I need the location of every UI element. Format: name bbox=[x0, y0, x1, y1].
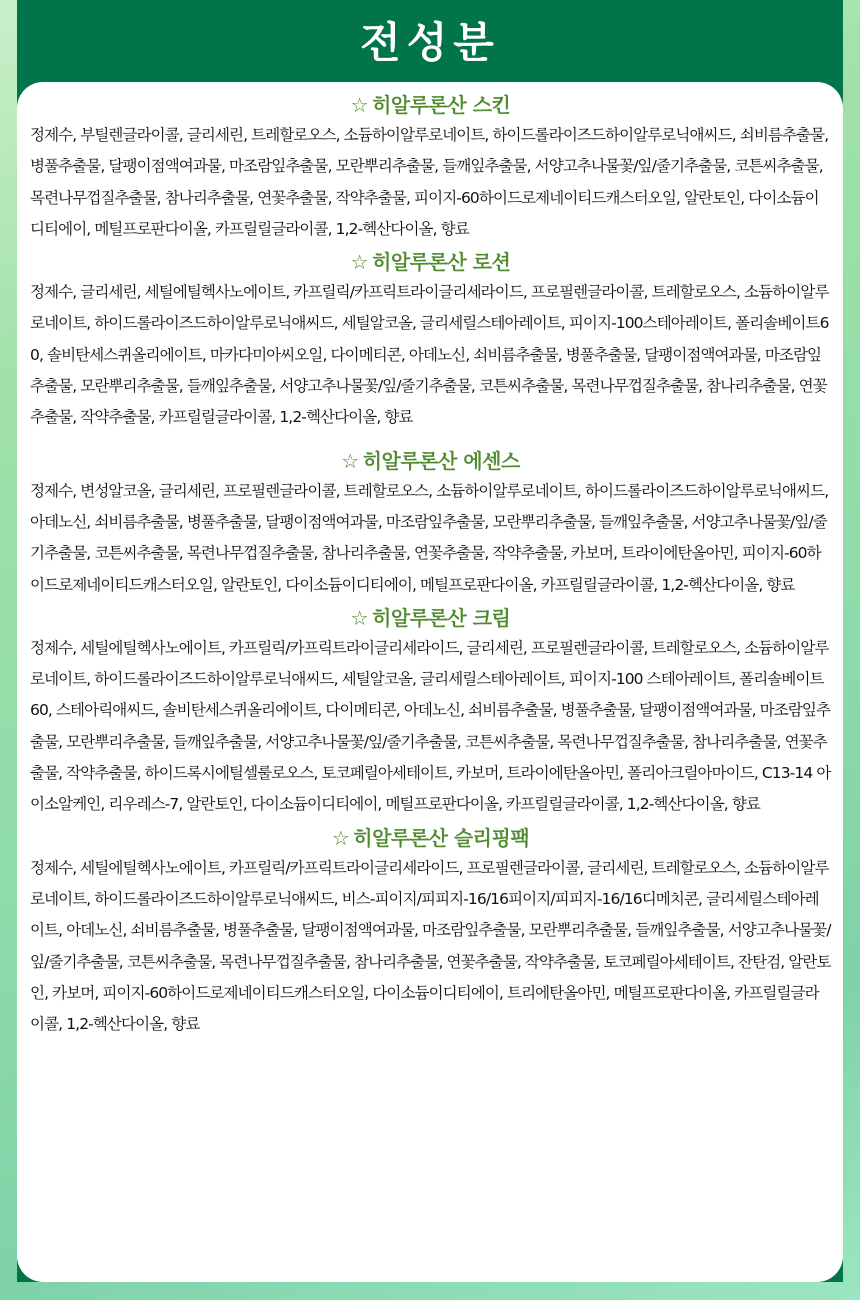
section-title-text: 히알루론산 로션 bbox=[372, 250, 511, 275]
section-skin bbox=[30, 90, 831, 245]
star-icon: ☆ bbox=[350, 605, 369, 630]
star-icon: ☆ bbox=[350, 93, 369, 117]
section-title bbox=[30, 247, 831, 277]
section-title-text: 히알루론산 에센스 bbox=[362, 448, 520, 473]
section-essence bbox=[30, 446, 831, 601]
ingredients-card bbox=[17, 82, 843, 1282]
ingredient-list: 정제수, 변성알코올, 글리세린, 프로필렌글라이콜, 트레할로오스, 소듐하이알루로네이트, 하이드롤라이즈드하이알루로닉애씨드, 아데노신, 쇠비름추출물, 병풀추출물, 달팽이점액여과물, 마조람잎추출물, 모란뿌리추출물, 들깨잎추출물, 서양고추나물꽃/잎/줄기추출물, 코튼씨추출물, 목련나무껍질추출물, 참나리추출물, 연꽃추출물, 작약추출물, 카보머, 트라이에탄올아민, 피이지-60하이드로제네이티드캐스터오일, 알란토인, 다이소듐이디티에이, 메틸프로판다이올, 카프릴릴글라이콜, 1,2-헥산다이올, 향료 bbox=[30, 481, 829, 594]
ingredient-list: 정제수, 세틸에틸헥사노에이트, 카프릴릭/카프릭트라이글리세라이드, 글리세린, 프로필렌글라이콜, 트레할로오스, 소듐하이알루로네이트, 하이드롤라이즈드하이알루로닉애씨드, 세틸알코올, 글리세릴스테아레이트, 피이지-100 스테아레이트, 폴리솔베이트60, 스테아릭애씨드, 솔비탄세스퀴올리에이트, 다이메티콘, 아데노신, 쇠비름추출물, 병풀추출물, 달팽이점액여과물, 마조람잎추출물, 모란뿌리추출물, 들깨잎추출물, 서양고추나물꽃/잎/줄기추출물, 코튼씨추출물, 목련나무껍질추출물, 참나리추출물, 연꽃추출물, 작약추출물, 하이드록시에틸셀룰로오스, 토코페릴아세테이트, 카보머, 트라이에탄올아민, 폴리아크릴아마이드, C13-14 아이소알케인, 리우레스-7, 알란토인, 다이소듐이디티에이, 메틸프로판다이올, 카프릴릴글라이콜, 1,2-헥산다이올, 향료 bbox=[30, 638, 831, 814]
ingredient-list: 정제수, 세틸에틸헥사노에이트, 카프릴릭/카프릭트라이글리세라이드, 프로필렌글라이콜, 글리세린, 트레할로오스, 소듐하이알루로네이트, 하이드롤라이즈드하이알루로닉애씨드, 비스-피이지/피피지-16/16피이지/피피지-16/16디메치콘, 글리세릴스테아레이트, 아데노신, 쇠비름추출물, 병풀추출물, 달팽이점액여과물, 마조람잎추출물, 모란뿌리추출물, 들깨잎추출물, 서양고추나물꽃/잎/줄기추출물, 코튼씨추출물, 목련나무껍질추출물, 참나리추출물, 연꽃추출물, 작약추출물, 토코페릴아세테이트, 잔탄검, 알란토인, 카보머, 피이지-60하이드로제네이티드캐스터오일, 다이소듐이디티에이, 트리에탄올아민, 메틸프로판다이올, 카프릴릴글라이콜, 1,2-헥산다이올, 향료 bbox=[30, 858, 831, 1034]
ingredient-list: 정제수, 부틸렌글라이콜, 글리세린, 트레할로오스, 소듐하이알루로네이트, 하이드롤라이즈드하이알루로닉애씨드, 쇠비름추출물, 병풀추출물, 달팽이점액여과물, 마조람잎추출물, 모란뿌리추출물, 들깨잎추출물, 서양고추나물꽃/잎/줄기추출물, 코튼씨추출물, 목련나무껍질추출물, 참나리추출물, 연꽃추출물, 작약추출물, 피이지-60하이드로제네이티드캐스터오일, 알란토인, 다이소듐이디티에이, 메틸프로판다이올, 카프릴릴글라이콜, 1,2-헥산다이올, 향료 bbox=[30, 126, 829, 238]
section-sleeping-pack bbox=[30, 823, 831, 1041]
section-title-text: 히알루론산 크림 bbox=[372, 605, 511, 630]
star-icon: ☆ bbox=[350, 250, 369, 275]
ingredient-list: 정제수, 글리세린, 세틸에틸헥사노에이트, 카프릴릭/카프릭트라이글리세라이드, 프로필렌글라이콜, 트레할로오스, 소듐하이알루로네이트, 하이드롤라이즈드하이알루로닉애씨드, 세틸알코올, 글리세릴스테아레이트, 피이지-100스테아레이트, 폴리솔베이트60, 솔비탄세스퀴올리에이트, 마카다미아씨오일, 다이메티콘, 아데노신, 쇠비름추출물, 병풀추출물, 달팽이점액여과물, 마조람잎추출물, 모란뿌리추출물, 들깨잎추출물, 서양고추나물꽃/잎/줄기추출물, 코튼씨추출물, 목련나무껍질추출물, 참나리추출물, 연꽃추출물, 작약추출물, 카프릴릴글라이콜, 1,2-헥산다이올, 향료 bbox=[30, 283, 829, 427]
ingredients-panel bbox=[17, 0, 843, 1282]
section-title bbox=[30, 446, 831, 476]
section-cream bbox=[30, 603, 831, 821]
star-icon: ☆ bbox=[331, 825, 350, 850]
section-title bbox=[30, 90, 831, 120]
section-title-text: 히알루론산 스킨 bbox=[372, 93, 511, 117]
section-title bbox=[30, 823, 831, 853]
page-title: 전성분 bbox=[360, 18, 500, 67]
star-icon: ☆ bbox=[341, 448, 359, 473]
section-title bbox=[30, 603, 831, 633]
section-title-text: 히알루론산 슬리핑팩 bbox=[353, 825, 530, 850]
section-lotion bbox=[30, 247, 831, 433]
